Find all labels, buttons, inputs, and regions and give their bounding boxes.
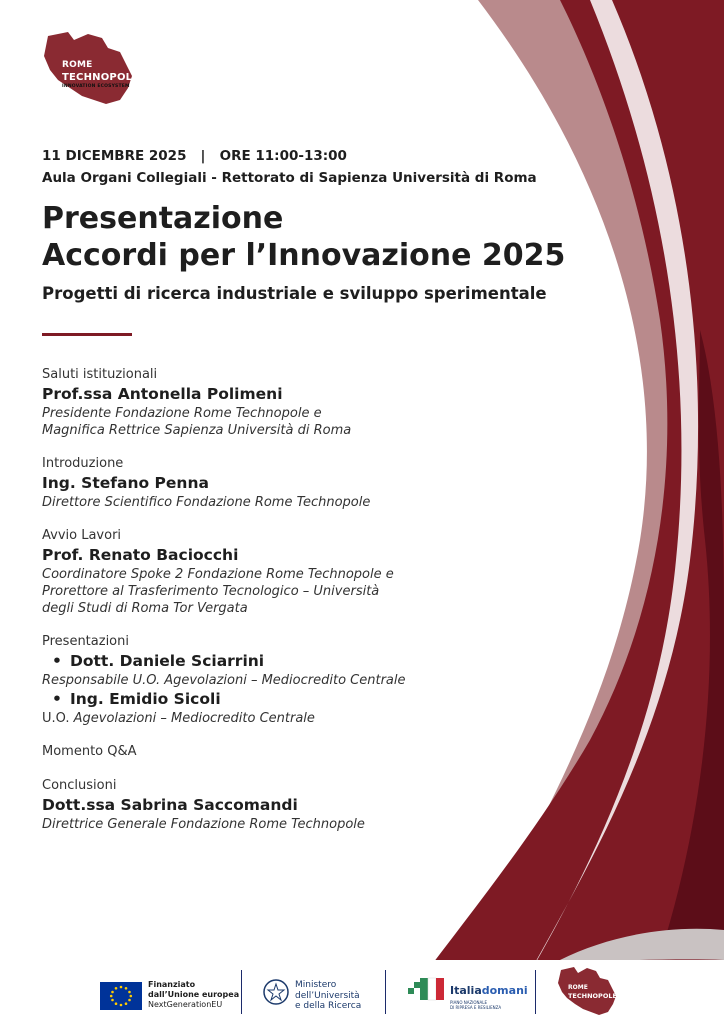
section-saluti <box>42 366 472 439</box>
section-introduzione <box>42 455 472 511</box>
mur-line2: dell’Università <box>295 990 360 1001</box>
role-rest: Agevolazioni – Mediocredito Centrale <box>73 711 315 726</box>
speaker-name: Ing. Stefano Penna <box>42 474 209 492</box>
footer-separator <box>241 970 242 1014</box>
pnrr-line1: PIANO NAZIONALE <box>450 1000 488 1005</box>
italia-word: Italia <box>450 984 482 997</box>
section-label: Saluti istituzionali <box>42 367 158 382</box>
event-title-line1: Presentazione <box>42 201 284 236</box>
speaker-name: Dott.ssa Sabrina Saccomandi <box>42 796 298 814</box>
bullet-icon: • <box>52 690 62 708</box>
mur-text <box>295 980 361 1012</box>
bullet-speaker <box>42 651 472 672</box>
eu-funding-text <box>148 980 239 1010</box>
eu-line1: Finanziato <box>148 980 196 989</box>
eu-flag-icon <box>100 982 142 1010</box>
speaker-role-line: Direttrice Generale Fondazione Rome Technopole <box>42 817 365 832</box>
mur-line1: Ministero <box>295 980 337 990</box>
section-avvio-lavori <box>42 527 472 617</box>
speaker-role-line: Coordinatore Spoke 2 Fondazione Rome Technopole e <box>42 567 394 582</box>
section-label: Avvio Lavori <box>42 528 122 543</box>
section-qa <box>42 743 472 761</box>
speaker-role-line: Prorettore al Trasferimento Tecnologico – Università <box>42 584 380 599</box>
italia-domani-flag-icon <box>408 974 446 1008</box>
footer-logo-rome: ROME <box>568 984 588 991</box>
section-presentazioni <box>42 633 472 727</box>
footer-technopole-logo <box>556 966 618 1018</box>
bullet-icon: • <box>52 652 62 670</box>
footer-separator <box>535 970 536 1014</box>
domani-word: domani <box>481 984 528 997</box>
section-label: Momento Q&A <box>42 744 137 759</box>
speaker-role-line: Responsabile U.O. Agevolazioni – Mediocredito Centrale <box>42 673 406 688</box>
pnrr-line2: DI RIPRESA E RESILIENZA <box>450 1005 502 1010</box>
eu-line2: dall’Unione europea <box>148 990 240 999</box>
pnrr-text <box>450 1000 501 1010</box>
logo-rome-text: ROME <box>62 60 93 70</box>
speaker-name: Prof.ssa Antonella Polimeni <box>42 385 283 403</box>
event-subtitle: Progetti di ricerca industriale e sviluppo sperimentale <box>42 284 547 303</box>
italia-domani-text <box>450 984 528 997</box>
section-label: Introduzione <box>42 456 124 471</box>
event-venue: Aula Organi Collegiali - Rettorato di Sapienza Università di Roma <box>42 170 537 186</box>
speaker-name: Prof. Renato Baciocchi <box>42 546 239 564</box>
section-label: Presentazioni <box>42 634 129 649</box>
event-title <box>42 200 565 274</box>
role-prefix: U.O. <box>42 711 74 726</box>
event-title-line2: Accordi per l’Innovazione 2025 <box>42 238 566 273</box>
section-conclusioni <box>42 777 472 833</box>
speaker-role-line: Direttore Scientifico Fondazione Rome Technopole <box>42 495 371 510</box>
rome-technopole-logo <box>40 30 140 110</box>
bullet-speaker <box>42 689 472 710</box>
footer-separator <box>385 970 386 1014</box>
speaker-role-line <box>42 710 472 727</box>
speaker-name: Dott. Daniele Sciarrini <box>70 652 265 670</box>
section-label: Conclusioni <box>42 778 117 793</box>
italian-republic-emblem-icon <box>262 978 290 1006</box>
speaker-role-line: Presidente Fondazione Rome Technopole e <box>42 406 322 421</box>
speaker-role-line: Magnifica Rettrice Sapienza Università di Roma <box>42 423 352 438</box>
logo-technopole-text: TECHNOPOLE <box>62 72 140 83</box>
event-date-time: 11 DICEMBRE 2025 | ORE 11:00-13:00 <box>42 148 347 164</box>
lazio-region-shape-icon <box>40 30 140 110</box>
speaker-name: Ing. Emidio Sicoli <box>70 690 221 708</box>
footer-logos <box>0 960 724 1024</box>
divider-rule <box>42 333 132 336</box>
mur-line3: e della Ricerca <box>295 1001 362 1011</box>
program-agenda <box>42 366 472 849</box>
eu-line3: NextGenerationEU <box>148 1000 223 1009</box>
logo-tagline-text: INNOVATION ECOSYSTEM <box>62 84 130 89</box>
footer-logo-technopole: TECHNOPOLE <box>568 992 617 1000</box>
speaker-role-line: degli Studi di Roma Tor Vergata <box>42 601 248 616</box>
